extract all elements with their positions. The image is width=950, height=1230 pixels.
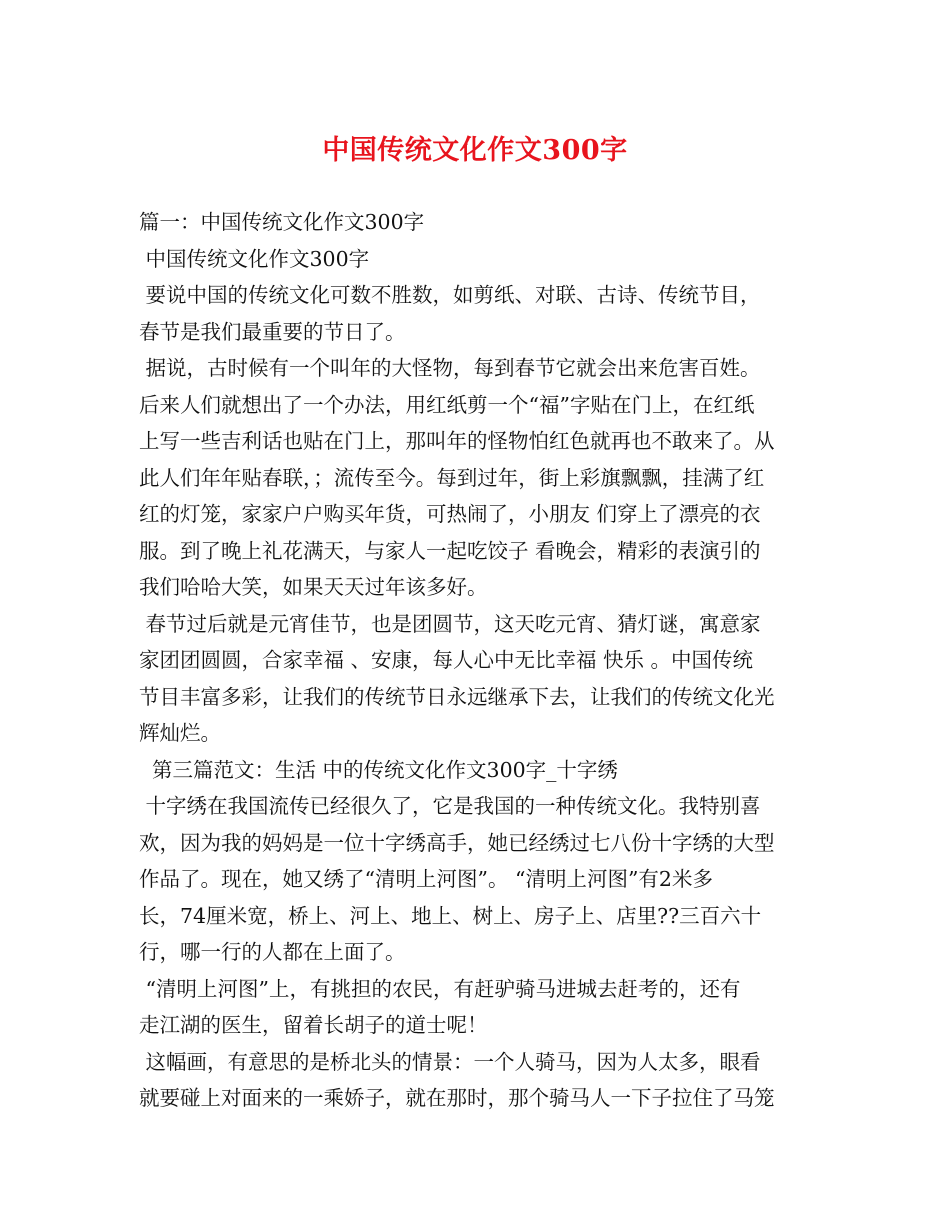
text-line: 据说，古时候有一个叫年的大怪物，每到春节它就会出来危害百姓。 [139, 356, 761, 380]
text-line: 春节是我们最重要的节日了。 [139, 319, 406, 344]
text-line: 篇一：中国传统文化作文300字 [139, 210, 425, 234]
text-line: 作品了。现在，她又绣了“清明上河图”。 “清明上河图”有2米多 [139, 867, 713, 891]
text-line: 后来人们就想出了一个办法，用红纸剪一个“福”字贴在门上，在红纸 [139, 392, 755, 417]
text-line: 走江湖的医生，留着长胡子的道士呢！ [139, 1013, 488, 1037]
text-line: “清明上河图”上，有挑担的农民，有赶驴骑马进城去赶考的，还有 [139, 976, 741, 1001]
text-line: 春节过后就是元宵佳节，也是团圆节，这天吃元宵、猜灯谜，寓意家 [139, 611, 761, 636]
text-line: 要说中国的传统文化可数不胜数，如剪纸、对联、古诗、传统节目， [139, 283, 761, 307]
text-line: 欢，因为我的妈妈是一位十字绣高手，她已经绣过七八份十字绣的大型 [139, 830, 775, 855]
text-line: 此人们年年贴春联，；流传至今。每到过年，街上彩旗飘飘，挂满了红 [139, 465, 765, 490]
text-line: 十字绣在我国流传已经很久了，它是我国的一种传统文化。我特别喜 [139, 794, 761, 818]
text-line: 上写一些吉利话也贴在门上，那叫年的怪物怕红色就再也不敢来了。从 [139, 429, 775, 453]
document-title: 中国传统文化作文300字 [322, 135, 628, 166]
text-line: 这幅画，有意思的是桥北头的情景：一个人骑马，因为人太多，眼看 [139, 1049, 761, 1074]
text-line: 中国传统文化作文300字 [139, 246, 370, 271]
text-line: 辉灿烂。 [139, 721, 221, 745]
text-line: 行，哪一行的人都在上面了。 [139, 940, 406, 964]
text-line: 长，74厘米宽，桥上、河上、地上、树上、房子上、店里??三百六十 [139, 903, 762, 928]
text-line: 我们哈哈大笑，如果天天过年该多好。 [139, 575, 488, 599]
text-line: 就要碰上对面来的一乘娇子，就在那时，那个骑马人一下子拉住了马笼 [139, 1086, 775, 1110]
text-line: 家团团圆圆，合家幸福 、安康，每人心中无比幸福 快乐 。中国传统 [139, 648, 754, 672]
text-line: 第三篇范文：生活 中的传统文化作文300字_十字绣 [139, 757, 618, 782]
text-line: 节目丰富多彩，让我们的传统节日永远继承下去，让我们的传统文化光 [139, 684, 775, 709]
text-line: 红的灯笼，家家户户购买年货，可热闹了，小朋友 们穿上了漂亮的衣 [139, 502, 761, 526]
text-line: 服。到了晚上礼花满天，与家人一起吃饺子 看晚会，精彩的表演引的 [139, 538, 761, 563]
document-body [139, 204, 819, 1117]
